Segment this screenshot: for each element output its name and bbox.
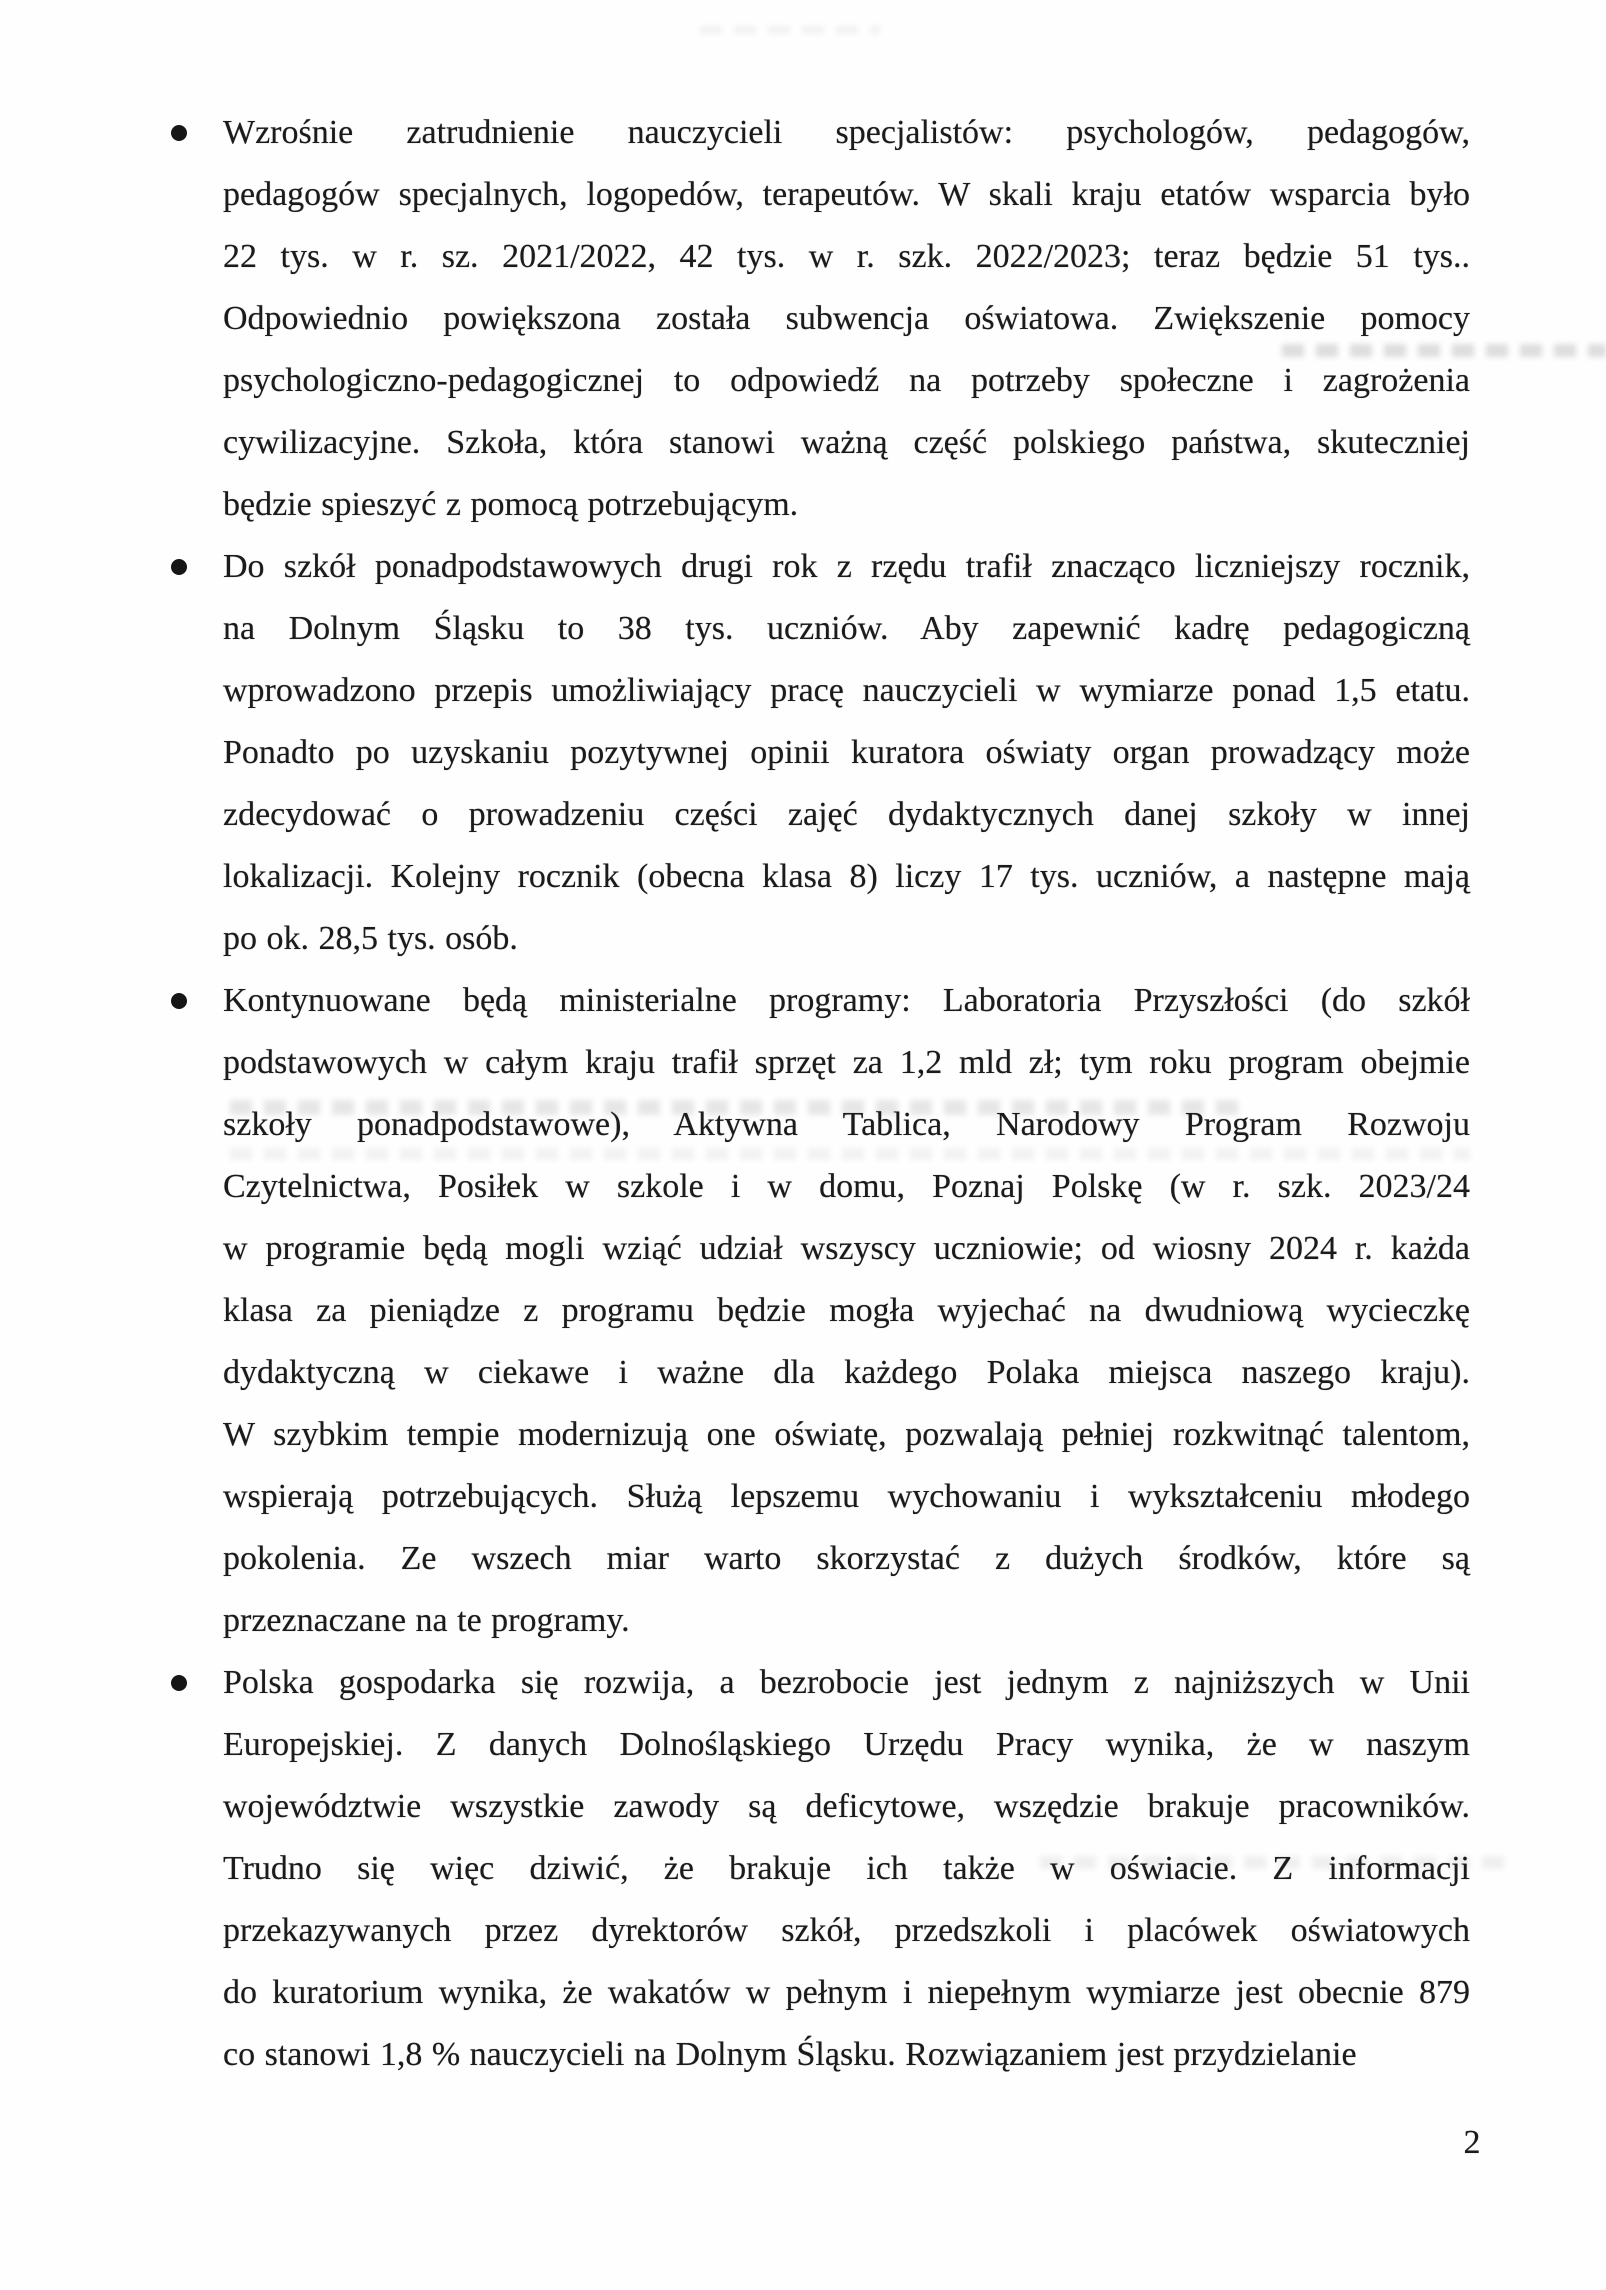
text-line: do kuratorium wynika, że wakatów w pełnym i niepełnym wymiarze jest obecnie 879 [223, 1974, 1470, 2011]
text-line: województwie wszystkie zawody są deficytowe, wszędzie brakuje pracowników. [223, 1788, 1470, 1825]
text-line: wprowadzono przepis umożliwiający pracę nauczycieli w wymiarze ponad 1,5 etatu. [223, 672, 1470, 709]
text-line: lokalizacji. Kolejny rocznik (obecna klasa 8) liczy 17 tys. uczniów, a następne mają [223, 858, 1470, 895]
text-line: Polska gospodarka się rozwija, a bezrobocie jest jednym z najniższych w Unii [223, 1664, 1470, 1701]
text-line: W szybkim tempie modernizują one oświatę, pozwalają pełniej rozkwitnąć talentom, [223, 1416, 1470, 1453]
text-line: zdecydować o prowadzeniu części zajęć dydaktycznych danej szkoły w innej [223, 796, 1470, 833]
text-line: Trudno się więc dziwić, że brakuje ich także w oświacie. Z informacji [223, 1850, 1470, 1887]
text-line: w programie będą mogli wziąć udział wszyscy uczniowie; od wiosny 2024 r. każda [223, 1230, 1470, 1267]
text-line: szkoły ponadpodstawowe), Aktywna Tablica, Narodowy Program Rozwoju [223, 1106, 1470, 1143]
text-line: podstawowych w całym kraju trafił sprzęt za 1,2 mld zł; tym roku program obejmie [223, 1044, 1470, 1081]
bullet-item [165, 536, 1470, 970]
bullet-icon [171, 559, 187, 575]
text-line: przeznaczane na te programy. [223, 1602, 630, 1639]
text-line: dydaktyczną w ciekawe i ważne dla każdego Polaka miejsca naszego kraju). [223, 1354, 1470, 1391]
text-line: Europejskiej. Z danych Dolnośląskiego Urzędu Pracy wynika, że w naszym [223, 1726, 1470, 1763]
bullet-item [165, 1652, 1470, 2086]
bullet-icon [171, 993, 187, 1009]
text-line: Ponadto po uzyskaniu pozytywnej opinii kuratora oświaty organ prowadzący może [223, 734, 1470, 771]
page-number: 2 [1463, 2124, 1481, 2161]
text-line: będzie spieszyć z pomocą potrzebującym. [223, 486, 799, 523]
bullet-icon [171, 1675, 187, 1691]
text-line: na Dolnym Śląsku to 38 tys. uczniów. Aby zapewnić kadrę pedagogiczną [223, 610, 1470, 647]
text-line: cywilizacyjne. Szkoła, która stanowi ważną część polskiego państwa, skuteczniej [223, 424, 1470, 461]
bullet-item [165, 970, 1470, 1652]
text-line: pokolenia. Ze wszech miar warto skorzystać z dużych środków, które są [223, 1540, 1470, 1577]
text-line: po ok. 28,5 tys. osób. [223, 920, 518, 957]
text-line: Odpowiednio powiększona została subwencja oświatowa. Zwiększenie pomocy [223, 300, 1470, 337]
bullet-item [165, 102, 1470, 536]
text-line: co stanowi 1,8 % nauczycieli na Dolnym Śląsku. Rozwiązaniem jest przydzielanie [223, 2036, 1357, 2073]
document-body [165, 102, 1470, 2086]
text-line: Kontynuowane będą ministerialne programy: Laboratoria Przyszłości (do szkół [223, 982, 1470, 1019]
text-line: Do szkół ponadpodstawowych drugi rok z rzędu trafił znacząco liczniejszy rocznik, [223, 548, 1470, 585]
text-line: wspierają potrzebujących. Służą lepszemu wychowaniu i wykształceniu młodego [223, 1478, 1470, 1515]
text-line: przekazywanych przez dyrektorów szkół, przedszkoli i placówek oświatowych [223, 1912, 1470, 1949]
text-line: Wzrośnie zatrudnienie nauczycieli specjalistów: psychologów, pedagogów, [223, 114, 1470, 151]
text-line: Czytelnictwa, Posiłek w szkole i w domu, Poznaj Polskę (w r. szk. 2023/24 [223, 1168, 1470, 1205]
bullet-icon [171, 125, 187, 141]
text-line: pedagogów specjalnych, logopedów, terapeutów. W skali kraju etatów wsparcia było [223, 176, 1470, 213]
text-line: 22 tys. w r. sz. 2021/2022, 42 tys. w r. szk. 2022/2023; teraz będzie 51 tys.. [223, 238, 1470, 275]
scan-artifact [700, 26, 880, 34]
text-line: klasa za pieniądze z programu będzie mogła wyjechać na dwudniową wycieczkę [223, 1292, 1470, 1329]
text-line: psychologiczno-pedagogicznej to odpowiedź na potrzeby społeczne i zagrożenia [223, 362, 1470, 399]
